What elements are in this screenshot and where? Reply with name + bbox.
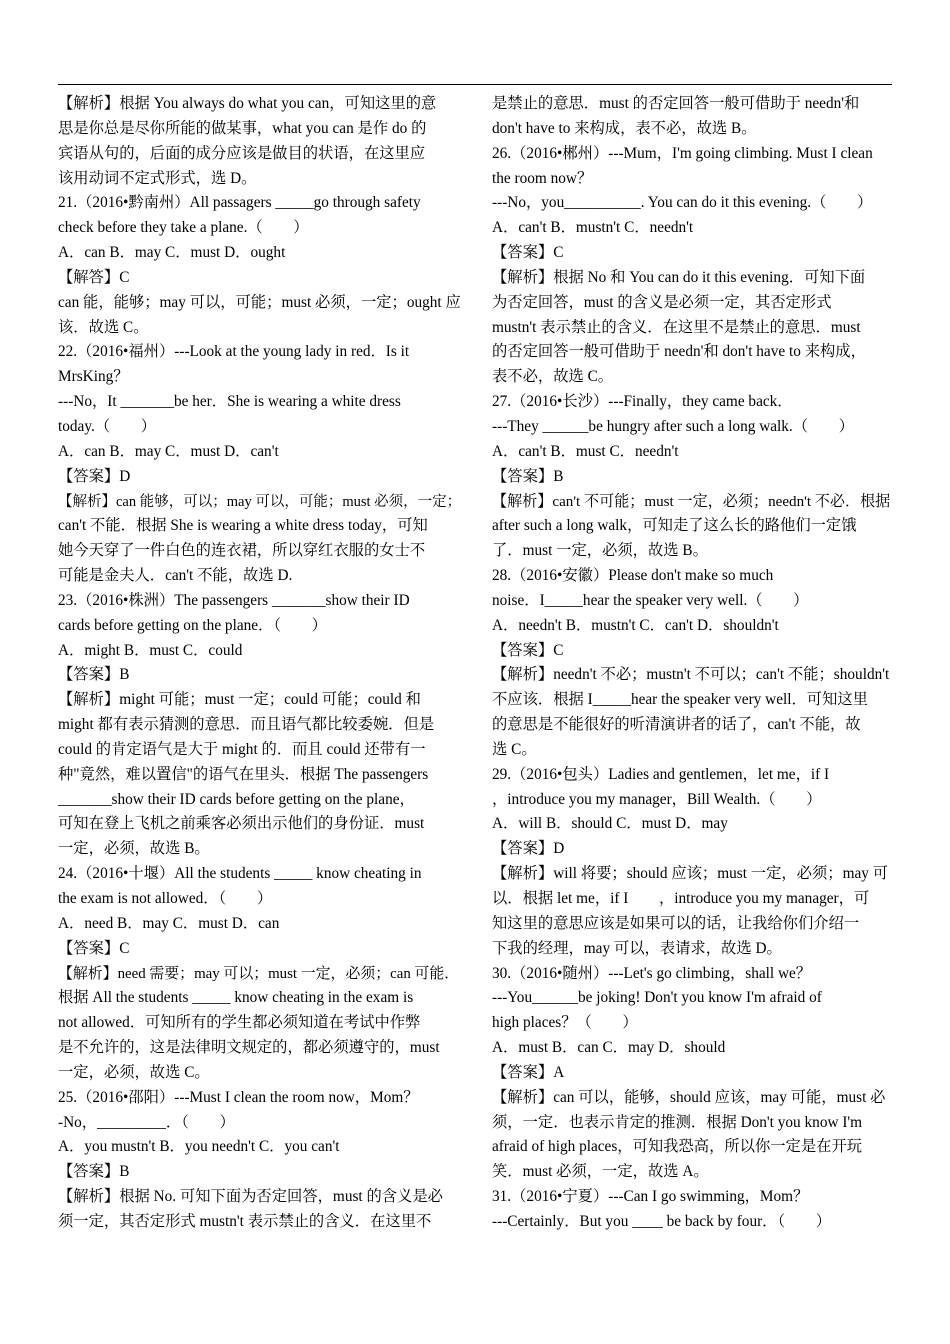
text-line: not allowed．可知所有的学生都必须知道在考试中作弊	[58, 1014, 421, 1032]
answer-line: 【答案】B	[492, 467, 564, 485]
text-line: check before they take a plane.（ ）	[58, 219, 309, 237]
question-28: 28.（2016•安徽）Please don't make so much	[492, 567, 774, 585]
text-line: 该．故选 C。	[58, 318, 149, 336]
text-line: MrsKing？	[58, 368, 129, 386]
text-line: 【解析】needn't 不必；mustn't 不可以；can't 不能；shouldn't	[492, 666, 890, 684]
text-line: 【解析】can 可以，能够，should 应该，may 可能，must 必	[492, 1088, 886, 1106]
text-line: ---They ______be hungry after such a long walk.（ ）	[492, 417, 854, 435]
question-26: 26.（2016•郴州）---Mum，I'm going climbing. Must I clean	[492, 144, 873, 162]
answer-line: 【答案】C	[492, 244, 564, 262]
text-line: 须，一定．也表示肯定的推测．根据 Don't you know I'm	[492, 1113, 863, 1131]
text-line: 选 C。	[492, 740, 537, 758]
text-line: 该用动词不定式形式，选 D。	[58, 169, 257, 187]
answer-line: 【答案】B	[58, 1163, 130, 1181]
question-29: 29.（2016•包头）Ladies and gentlemen，let me，if I	[492, 765, 830, 783]
options-line: A．can B．may C．must D．can't	[58, 442, 279, 460]
text-line: 了．must 一定，必须，故选 B。	[492, 542, 708, 560]
text-line: could 的肯定语气是大于 might 的．而且 could 还带有一	[58, 740, 426, 758]
answer-line: 【答案】B	[58, 666, 130, 684]
question-25: 25.（2016•邵阳）---Must I clean the room now，Mom？	[58, 1088, 419, 1106]
text-line: 思是你总是尽你所能的做某事，what you can 是作 do 的	[58, 119, 427, 137]
question-24: 24.（2016•十堰）All the students _____ know cheating in	[58, 865, 422, 883]
text-line: the exam is not allowed．（ ）	[58, 890, 273, 907]
text-line: 以．根据 let me，if I ，introduce you my manager，可	[492, 890, 870, 907]
options-line: A．will B．should C．must D．may	[492, 815, 728, 833]
question-30: 30.（2016•随州）---Let's go climbing，shall we？	[492, 964, 812, 982]
text-line: 是不允许的，这是法律明文规定的，都必须遵守的，must	[58, 1039, 440, 1057]
answer-line: 【答案】D	[58, 467, 131, 485]
text-line: afraid of high places，可知我恐高，所以你一定是在开玩	[492, 1138, 863, 1156]
text-line: 宾语从句的，后面的成分应该是做目的状语，在这里应	[58, 144, 426, 162]
answer-line: 【答案】A	[492, 1063, 565, 1081]
options-line: A．you mustn't B．you needn't C．you can't	[58, 1138, 340, 1156]
header-rule	[58, 84, 892, 85]
options-line: A．must B．can C．may D．should	[492, 1039, 726, 1057]
text-line: 【解析】need 需要；may 可以；must 一定，必须；can 可能．	[58, 965, 460, 982]
question-22: 22.（2016•福州）---Look at the young lady in red．Is it	[58, 343, 410, 361]
question-21: 21.（2016•黔南州）All passagers _____go through safety	[58, 194, 421, 212]
answer-line: 【答案】C	[492, 641, 564, 659]
text-line: 可能是金夫人．can't 不能，故选 D.	[58, 567, 293, 585]
text-line: 【解析】can't 不可能；must 一定，必须；needn't 不必．根据	[492, 493, 891, 510]
text-line: 【解析】根据 You always do what you can，可知这里的意	[58, 95, 437, 112]
options-line: A．needn't B．mustn't C．can't D．shouldn't	[492, 616, 779, 634]
text-line: today.（ ）	[58, 417, 157, 435]
text-line: 一定，必须，故选 C。	[58, 1063, 210, 1081]
text-line: 不应该．根据 I_____hear the speaker very well．可知这里	[492, 691, 868, 709]
text-line: 【解析】will 将要；should 应该；must 一定，必须；may 可	[492, 865, 889, 883]
text-line: noise．I_____hear the speaker very well.（ ）	[492, 591, 809, 609]
text-line: 是禁止的意思．must 的否定回答一般可借助于 needn'和	[492, 95, 860, 112]
text-line: 【解析】根据 No. 可知下面为否定回答，must 的含义是必	[58, 1188, 443, 1206]
left-column	[58, 92, 462, 1235]
text-line: 的否定回答一般可借助于 needn'和 don't have to 来构成，	[492, 343, 866, 361]
text-line: 可知在登上飞机之前乘客必须出示他们的身份证．must	[58, 815, 425, 833]
text-line: ---You______be joking! Don't you know I'm afraid of	[492, 989, 822, 1007]
right-column	[492, 92, 894, 1235]
question-31: 31.（2016•宁夏）---Can I go swimming，Mom？	[492, 1188, 809, 1206]
text-line: ---Certainly．But you ____ be back by four．（ ）	[492, 1212, 832, 1230]
answer-line: 【解答】C	[58, 268, 130, 286]
text-line: cards before getting on the plane．（ ）	[58, 616, 327, 634]
text-line: 【解析】might 可能；must 一定；could 可能；could 和	[58, 691, 421, 709]
text-line: 知这里的意思应该是如果可以的话，让我给你们介绍一	[492, 914, 860, 932]
text-line: 表不必，故选 C。	[492, 368, 614, 386]
text-line: 笑．must 必须，一定，故选 A。	[492, 1163, 709, 1181]
answer-line: 【答案】D	[492, 840, 565, 858]
text-line: can't 不能．根据 She is wearing a white dress today，可知	[58, 517, 428, 535]
text-line: 须一定，其否定形式 mustn't 表示禁止的含义．在这里不	[58, 1212, 432, 1230]
text-line: 种"竟然，难以置信"的语气在里头．根据 The passengers	[58, 765, 429, 783]
text-line: 根据 All the students _____ know cheating in the exam is	[58, 989, 414, 1007]
text-line: the room now？	[492, 169, 593, 187]
options-line: A．might B．must C．could	[58, 641, 243, 659]
text-line: might 都有表示猜测的意思．而且语气都比较委婉．但是	[58, 716, 435, 734]
text-line: can 能，能够；may 可以，可能；must 必须，一定；ought 应	[58, 293, 461, 311]
text-line: 一定，必须，故选 B。	[58, 840, 210, 858]
options-line: A．need B．may C．must D．can	[58, 914, 280, 932]
options-line: A．can't B．mustn't C．needn't	[492, 219, 694, 237]
text-line: don't have to 来构成，表不必，故选 B。	[492, 119, 757, 137]
question-23: 23.（2016•株洲）The passengers _______show their ID	[58, 591, 410, 609]
options-line: A．can't B．must C．needn't	[492, 442, 679, 460]
text-line: after such a long walk，可知走了这么长的路他们一定饿	[492, 517, 857, 535]
options-line: A．can B．may C．must D．ought	[58, 244, 286, 262]
text-line: 的意思是不能很好的听清演讲者的话了，can't 不能，故	[492, 716, 861, 734]
text-line: _______show their ID cards before getting on the plane，	[58, 790, 415, 808]
text-line: ---No，It _______be her．She is wearing a white dress	[58, 393, 401, 411]
text-line: 为否定回答，must 的含义是必须一定，其否定形式	[492, 293, 832, 311]
text-line: ，introduce you my manager，Bill Wealth.（ ）	[492, 790, 822, 808]
text-line: mustn't 表示禁止的含义．在这里不是禁止的意思．must	[492, 318, 861, 336]
text-line: 下我的经理，may 可以，表请求，故选 D。	[492, 939, 782, 957]
text-line: 【解析】can 能够，可以；may 可以，可能；must 必须，一定；	[58, 493, 462, 510]
answer-line: 【答案】C	[58, 939, 130, 957]
text-line: high places？（ ）	[492, 1014, 638, 1032]
text-line: ---No，you__________. You can do it this evening.（ ）	[492, 194, 873, 212]
text-line: -No，_________．（ ）	[58, 1113, 235, 1131]
text-line: 她今天穿了一件白色的连衣裙，所以穿红衣服的女士不	[58, 542, 426, 560]
text-line: 【解析】根据 No 和 You can do it this evening．可知下面	[492, 268, 866, 286]
question-27: 27.（2016•长沙）---Finally，they came back．	[492, 393, 793, 411]
